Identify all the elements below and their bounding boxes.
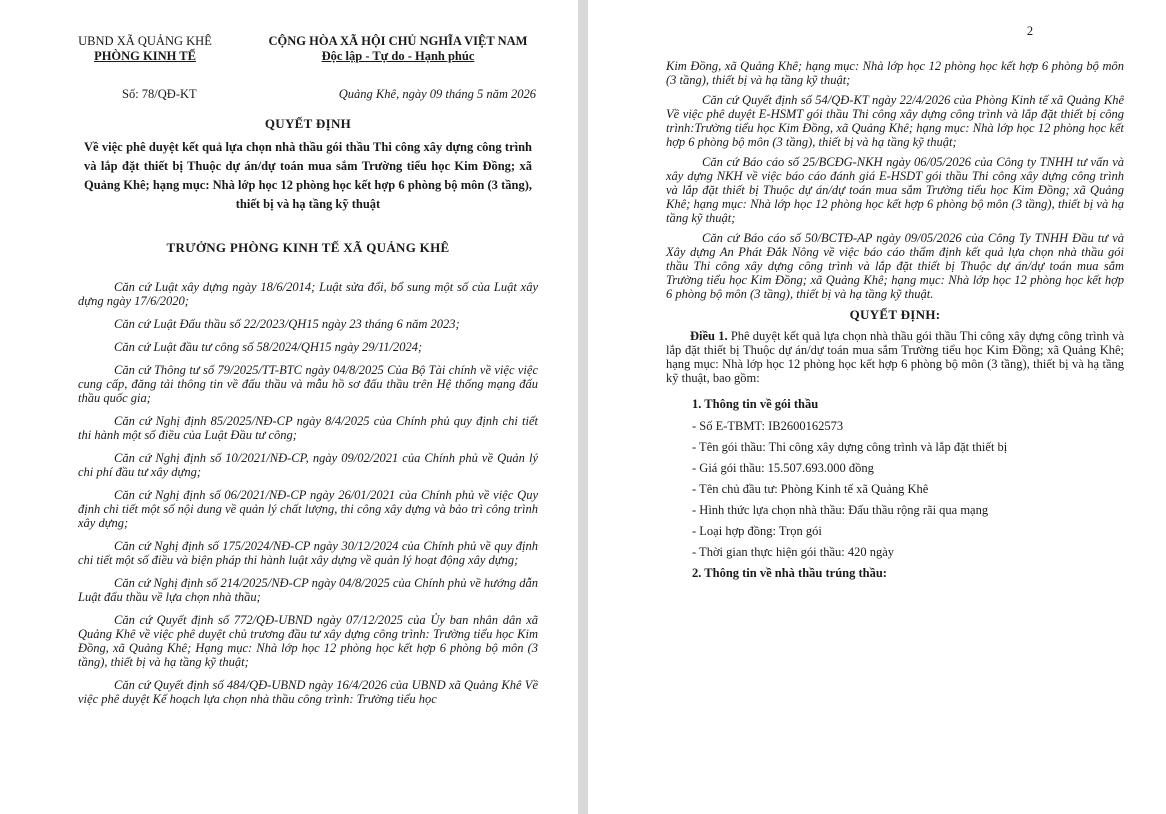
- article-1-label: Điều 1.: [690, 329, 728, 343]
- article-1-text: Phê duyệt kết quả lựa chọn nhà thầu gói thầu Thi công xây dựng công trình và lắp đặt thiết bị Thuộc dự án/dự toán mua sắm Trường tiểu học Kim Đồng; xã Quảng Khê; hạng mục: Nhà lớp học 12 phòng học kết hợp 6 phòng bộ môn (3 tầng), thiết bị và hạ tầng kỹ thuật, bao gồm:: [666, 329, 1124, 385]
- legal-basis-item: Căn cứ Quyết định số 484/QĐ-UBND ngày 16/4/2026 của UBND xã Quảng Khê Về việc phê duyệt Kế hoạch lựa chọn nhà thầu công trình: Trường tiểu học: [78, 678, 538, 706]
- page-number: 2: [1026, 24, 1034, 38]
- package-info-item: - Loại hợp đồng: Trọn gói: [692, 524, 822, 538]
- document-title: QUYẾT ĐỊNH: [264, 116, 352, 131]
- document-header: [78, 34, 538, 64]
- legal-basis-item: Căn cứ Quyết định số 54/QĐ-KT ngày 22/4/2026 của Phòng Kinh tế xã Quảng Khê Về việc phê duyệt E-HSMT gói thầu Thi công xây dựng công trình và lắp đặt thiết bị công trình:Trường tiểu học Kim Đồng, xã Quảng Khê; hạng mục: Nhà lớp học 12 phòng học kết hợp 6 phòng bộ môn (3 tầng), thiết bị và hạ tầng kỹ thuật;: [666, 93, 1124, 149]
- document-date: Quảng Khê, ngày 09 tháng 5 năm 2026: [338, 87, 536, 101]
- document-number: Số: 78/QĐ-KT: [122, 87, 197, 101]
- document-page-1: [0, 0, 578, 814]
- national-name: CỘNG HÒA XÃ HỘI CHỦ NGHĨA VIỆT NAM: [268, 34, 528, 48]
- package-info-item: - Tên chủ đầu tư: Phòng Kinh tế xã Quảng Khê: [692, 482, 929, 496]
- legal-basis-item: Căn cứ Luật xây dựng ngày 18/6/2014; Luật sửa đổi, bổ sung một số của Luật xây dựng ngày 17/6/2020;: [78, 280, 538, 308]
- package-info-item: - Hình thức lựa chọn nhà thầu: Đấu thầu rộng rãi qua mạng: [692, 503, 989, 517]
- legal-basis-item: Căn cứ Nghị định số 175/2024/NĐ-CP ngày 30/12/2024 của Chính phủ về quy định chi tiết một số điều và biện pháp thi hành luật xây dựng về quản lý hoạt động xây dựng;: [78, 539, 538, 567]
- legal-basis-item: Căn cứ Thông tư số 79/2025/TT-BTC ngày 04/8/2025 Của Bộ Tài chính về việc việc cung cấp, đăng tải thông tin về đấu thầu và mẫu hồ sơ đấu thầu trên Hệ thống mạng đấu thầu quốc gia;: [78, 363, 538, 405]
- national-title: [258, 34, 538, 64]
- legal-basis-item: Căn cứ Luật đầu tư công số 58/2024/QH15 ngày 29/11/2024;: [114, 340, 423, 354]
- legal-basis-item: Căn cứ Quyết định số 772/QĐ-UBND ngày 07/12/2025 của Ủy ban nhân dân xã Quảng Khê về việc phê duyệt chủ trương đầu tư xây dựng công trình: Trường tiểu học Kim Đồng, xã Quảng Khê; Hạng mục: Nhà lớp học 12 phòng học kết hợp 6 phòng bộ môn (3 tầng), thiết bị và hạ tầng kỹ thuật;: [78, 613, 538, 669]
- package-info-item: - Số E-TBMT: IB2600162573: [692, 419, 844, 433]
- legal-basis-list: [78, 280, 538, 706]
- document-subject: Về việc phê duyệt kết quả lựa chọn nhà thầu gói thầu Thi công xây dựng công trình và lắp đặt thiết bị Thuộc dự án/dự toán mua sắm Trường tiểu học Kim Đồng; xã Quảng Khê; hạng mục: Nhà lớp học 12 phòng học kết hợp 6 phòng bộ môn (3 tầng), thiết bị và hạ tầng kỹ thuật: [84, 140, 532, 211]
- decision-heading: QUYẾT ĐỊNH:: [849, 307, 941, 322]
- legal-basis-item: Căn cứ Báo cáo số 50/BCTĐ-AP ngày 09/05/2026 của Công Ty TNHH Đầu tư và Xây dựng An Phát Đắk Nông về việc báo cáo thẩm định kết quả lựa chọn nhà thầu gói thầu Thi công xây dựng công trình và lắp đặt thiết bị Thuộc dự án/dự toán mua sắm Trường tiểu học Kim Đồng; xã Quảng Khê; hạng mục: Nhà lớp học 12 phòng học kết hợp 6 phòng bộ môn (3 tầng), thiết bị và hạ tầng kỹ thuật.: [666, 231, 1124, 301]
- package-info-item: - Giá gói thầu: 15.507.693.000 đồng: [692, 461, 874, 475]
- issuing-agency: [70, 34, 220, 64]
- article-1: [666, 329, 1124, 385]
- section-2-title: 2. Thông tin về nhà thầu trúng thầu:: [692, 566, 887, 580]
- agency-name: PHÒNG KINH TẾ: [94, 49, 196, 63]
- section-1-title: 1. Thông tin về gói thầu: [692, 397, 819, 411]
- document-page-2: [588, 0, 1166, 814]
- legal-basis-item: Căn cứ Luật Đấu thầu số 22/2023/QH15 ngày 23 tháng 6 năm 2023;: [114, 317, 460, 331]
- legal-basis-item: Căn cứ Nghị định 85/2025/NĐ-CP ngày 8/4/2025 của Chính phủ quy định chi tiết thi hành một số điều của Luật Đầu tư công;: [78, 414, 538, 442]
- package-info-item: - Tên gói thầu: Thi công xây dựng công trình và lắp đặt thiết bị: [692, 440, 1008, 454]
- national-motto: Độc lập - Tự do - Hạnh phúc: [321, 49, 475, 63]
- document-meta: [78, 87, 538, 102]
- legal-basis-item: Căn cứ Nghị định số 214/2025/NĐ-CP ngày 04/8/2025 của Chính phủ về hướng dẫn Luật đấu thầu về lựa chọn nhà thầu;: [78, 576, 538, 604]
- legal-basis-item: Căn cứ Nghị định số 06/2021/NĐ-CP ngày 26/01/2021 của Chính phủ về việc Quy định chi tiết một số nội dung về quản lý chất lượng, thi công xây dựng và bảo trì công trình xây dựng;: [78, 488, 538, 530]
- issuing-authority: TRƯỞNG PHÒNG KINH TẾ XÃ QUẢNG KHÊ: [166, 240, 450, 255]
- legal-basis-continuation: Kim Đồng, xã Quảng Khê; hạng mục: Nhà lớp học 12 phòng học kết hợp 6 phòng bộ môn (3 tầng), thiết bị và hạ tầng kỹ thuật;: [666, 59, 1124, 87]
- agency-parent: UBND XÃ QUẢNG KHÊ: [78, 34, 212, 48]
- package-info-item: - Thời gian thực hiện gói thầu: 420 ngày: [692, 545, 895, 559]
- legal-basis-item: Căn cứ Nghị định số 10/2021/NĐ-CP, ngày 09/02/2021 của Chính phủ về Quản lý chi phí đầu tư xây dựng;: [78, 451, 538, 479]
- legal-basis-item: Căn cứ Báo cáo số 25/BCĐG-NKH ngày 06/05/2026 của Công ty TNHH tư vấn và xây dựng NKH về việc báo cáo đánh giá E-HSDT gói thầu Thi công xây dựng công trình và lắp đặt thiết bị Thuộc dự án/dự toán mua sắm Trường tiểu học Kim Đồng; xã Quảng Khê; hạng mục: Nhà lớp học 12 phòng học kết hợp 6 phòng bộ môn (3 tầng), thiết bị và hạ tầng kỹ thuật;: [666, 155, 1124, 225]
